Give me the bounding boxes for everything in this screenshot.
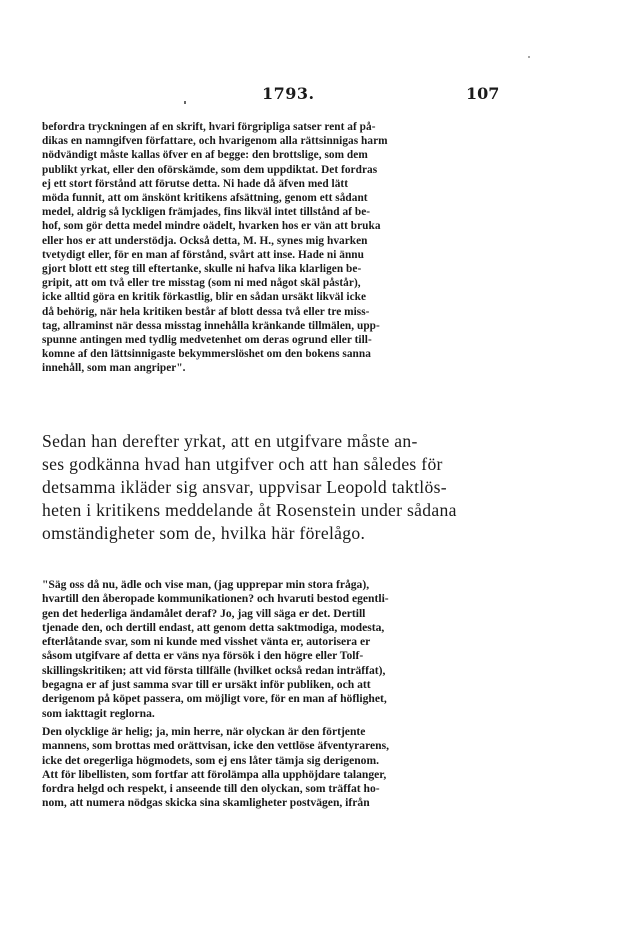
text-line: nom, att numera nödgas skicka sina skamligheter postvägen, ifrån [42, 796, 370, 810]
text-line: möda funnit, att om änskönt kritikens afsättning, genom ett sådant [42, 192, 368, 205]
text-line: som iakttagit reglorna. [42, 706, 155, 720]
text-line: efterlåtande svar, som ni kunde med visshet vänta er, autorisera er [42, 635, 371, 649]
text-line: begagna er af just samma svar till er ursäkt inför publiken, och att [42, 678, 371, 692]
text-line: tvetydigt eller, för en man af förstånd, svårt att inse. Hade ni ännu [42, 248, 364, 261]
quoted-passage [42, 120, 494, 376]
text-line: hvartill den åberopade kommunikationen? och hvaruti bestod egentli- [42, 592, 389, 606]
text-line: spunne antingen med tydlig medvetenhet om deras ogrund eller till- [42, 334, 372, 347]
text-line: detsamma ikläder sig ansvar, uppvisar Leopold taktlös- [42, 477, 447, 498]
text-line: Att för libellisten, som fortfar att förolämpa alla upphöjdare talanger, [42, 767, 387, 781]
text-line: gripit, att om två eller tre misstag (som ni med något skäl påstår), [42, 277, 361, 290]
text-line: icke alltid göra en kritik förkastlig, blir en sådan ursäkt likväl icke [42, 291, 367, 304]
text-line: eller hos er att understödja. Också detta, M. H., synes mig hvarken [42, 234, 368, 247]
text-line: skillingskritiken; att vid första tillfälle (hvilket också redan inträffat), [42, 663, 386, 677]
text-line: fordra helgd och respekt, i anseende till den olyckan, som träffat ho- [42, 782, 380, 796]
running-head [0, 84, 624, 108]
running-head-year: 1793. [262, 84, 315, 103]
text-line: tjenade den, och dertill endast, att genom detta saktmodiga, modesta, [42, 620, 385, 634]
ink-speck [528, 56, 530, 58]
text-line: tag, allraminst när dessa misstag innehålla kränkande tillmälen, upp- [42, 319, 380, 332]
text-line: nödvändigt måste kallas öfver en af begge: den brottslige, som dem [42, 149, 368, 162]
text-line: komne af den lättsinnigaste bekymmerslöshet om den bokens sanna [42, 348, 371, 361]
text-line: såsom utgifvare af detta er väns nya försök i den högre eller Tolf- [42, 649, 364, 663]
text-line: "Säg oss då nu, ädle och vise man, (jag upprepar min stora fråga), [42, 578, 370, 591]
text-line: gen det hederliga ändamålet deraf? Jo, jag vill säga er det. Dertill [42, 606, 366, 620]
text-line: gjort blott ett steg till eftertanke, skulle ni hafva lika klarligen be- [42, 263, 362, 276]
text-line: publikt yrkat, eller den oförskämde, som dem uppdiktat. Det fordras [42, 163, 378, 176]
text-line: icke det oregerliga högmodets, som ej ens låter tämja sig derigenom. [42, 753, 380, 767]
text-line: derigenom på köpet passera, om möjligt vore, för en man af höflighet, [42, 692, 387, 706]
text-line: ej ett stort förstånd att förutse detta. Ni hade då äfven med lätt [42, 177, 349, 190]
text-line: då behörig, när hela kritiken består af blott dessa två eller tre miss- [42, 305, 370, 318]
text-line: hof, som gör detta medel mindre oädelt, hvarken hos er vän att bruka [42, 220, 381, 233]
page-number: 107 [466, 84, 500, 103]
text-line: Sedan han derefter yrkat, att en utgifvare måste an- [42, 431, 418, 451]
text-line: mannens, som brottas med orättvisan, icke den vettlöse äfventyrarens, [42, 739, 390, 753]
text-line: befordra tryckningen af en skrift, hvari förgripliga satser rent af på- [42, 121, 376, 133]
text-line: omständigheter som de, hvilka här förelågo. [42, 523, 366, 544]
main-text [42, 430, 494, 545]
quoted-passage-continued [42, 578, 494, 811]
text-line: Den olycklige är helig; ja, min herre, när olyckan är den förtjente [42, 724, 366, 738]
text-line: heten i kritikens meddelande åt Rosenstein under sådana [42, 500, 457, 521]
text-line: ses godkänna hvad han utgifver och att han således för [42, 454, 443, 475]
text-line: medel, aldrig så lyckligen främjades, fins likväl intet tillstånd af be- [42, 206, 371, 219]
text-line: innehåll, som man angriper". [42, 362, 186, 375]
text-line: dikas en namngifven författare, och hvarigenom alla rättsinnigas harm [42, 135, 388, 148]
